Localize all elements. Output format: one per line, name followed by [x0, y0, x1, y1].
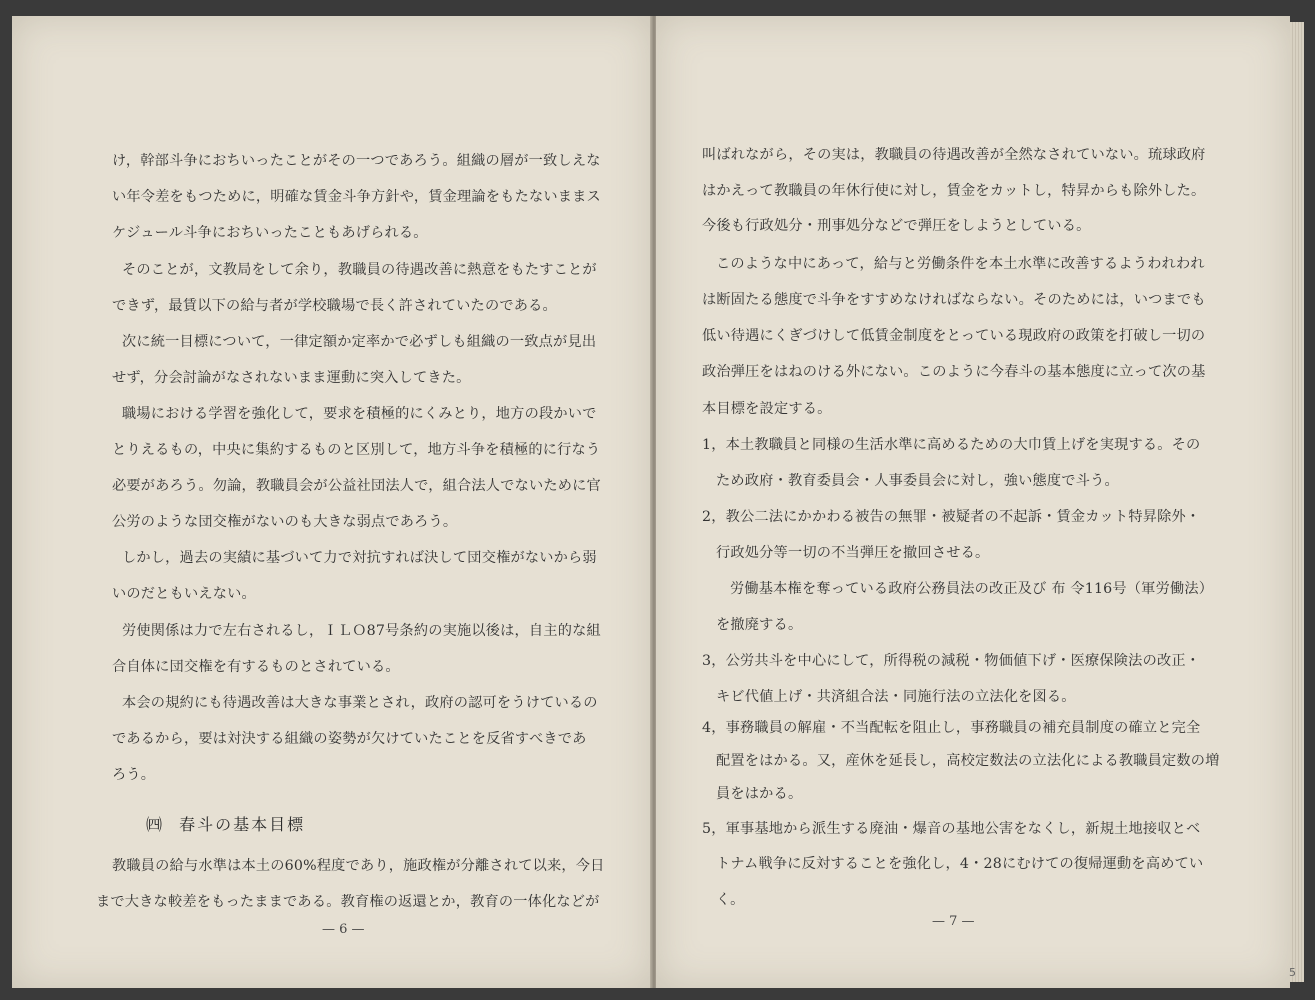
text-line: け，幹部斗争におちいったことがその一つであろう。組織の層が一致しえな	[112, 153, 601, 169]
text-line: 配置をはかる。又，産休を延長し，高校定数法の立法化による教職員定数の増	[716, 753, 1220, 769]
text-line: ケジュール斗争におちいったこともあげられる。	[112, 225, 428, 241]
text-line: 本会の規約にも待遇改善は大きな事業とされ，政府の認可をうけているの	[122, 695, 598, 711]
corner-mark: 5	[1289, 966, 1296, 979]
text-line: 本目標を設定する。	[702, 401, 832, 417]
text-line: 労働基本権を奪っている政府公務員法の改正及び 布 令116号（軍労働法）	[730, 581, 1214, 597]
page-number: — 7 —	[932, 914, 975, 929]
text-line: 労使関係は力で左右されるし，ＩＬＯ87号条約の実施以後は，自主的な組	[122, 623, 601, 639]
section-heading	[146, 812, 305, 835]
text-line: しかし，過去の実績に基づいて力で対抗すれば決して団交権がないから弱	[122, 550, 597, 566]
text-line: とりえるもの，中央に集約するものと区別して，地方斗争を積極的に行なう	[112, 442, 601, 458]
text-line: できず，最賃以下の給与者が学校職場で長く許されていたのである。	[112, 298, 557, 314]
text-line: そのことが，文教局をして余り，教職員の待遇改善に熱意をもたすことが	[122, 262, 597, 278]
list-item-5: 5，軍事基地から派生する廃油・爆音の基地公害をなくし，新規土地接収とベ	[702, 821, 1201, 837]
section-title: 春斗の基本目標	[179, 815, 306, 834]
text-line: トナム戦争に反対することを強化し，4・28にむけての復帰運動を高めてい	[716, 856, 1204, 872]
list-item-4: 4，事務職員の解雇・不当配転を阻止し，事務職員の補充員制度の確立と完全	[702, 720, 1201, 736]
text-line: キビ代値上げ・共済組合法・同施行法の立法化を図る。	[716, 689, 1076, 705]
text-line: い年令差をもつために，明確な賃金斗争方針や，賃金理論をもたないままス	[112, 189, 601, 205]
text-line: このような中にあって，給与と労働条件を本土水準に改善するようわれわれ	[716, 256, 1205, 272]
text-line: ため政府・教育委員会・人事委員会に対し，強い態度で斗う。	[716, 473, 1119, 489]
text-line: を撤廃する。	[716, 617, 803, 633]
text-line: まで大きな較差をもったままである。教育権の返還とか，教育の一体化などが	[96, 894, 600, 910]
text-line: 職場における学習を強化して，要求を積極的にくみとり，地方の段かいで	[122, 406, 597, 422]
text-line: 必要があろう。勿論，教職員会が公益社団法人で，組合法人でないために官	[112, 478, 601, 494]
page-edges	[1290, 22, 1304, 982]
text-line: は断固たる態度で斗争をすすめなければならない。そのためには，いつまでも	[702, 292, 1206, 308]
section-number: ㈣	[146, 815, 165, 834]
text-line: であるから，要は対決する組織の姿勢が欠けていたことを反省すべきであ	[112, 731, 587, 747]
text-line: いのだともいえない。	[112, 586, 256, 602]
text-line: 政治弾圧をはねのける外にない。このように今春斗の基本態度に立って次の基	[702, 364, 1206, 380]
text-line: ろう。	[112, 767, 156, 783]
text-line: 教職員の給与水準は本土の60%程度であり，施政権が分離されて以来，今日	[112, 858, 605, 874]
text-line: く。	[716, 892, 745, 908]
list-item-3: 3，公労共斗を中心にして，所得税の減税・物価値下げ・医療保険法の改正・	[702, 653, 1201, 669]
text-line: 今後も行政処分・刑事処分などで弾圧をしようとしている。	[702, 218, 1091, 234]
text-line: はかえって教職員の年休行使に対し，賃金をカットし，特昇からも除外した。	[702, 183, 1206, 199]
text-line: 員をはかる。	[716, 786, 803, 802]
list-item-1: 1，本土教職員と同様の生活水準に高めるための大巾賃上げを実現する。その	[702, 437, 1201, 453]
text-line: 公労のような団交権がないのも大きな弱点であろう。	[112, 514, 458, 530]
text-line: 合自体に団交権を有するものとされている。	[112, 659, 400, 675]
text-line: 叫ばれながら，その実は，教職員の待遇改善が全然なされていない。琉球政府	[702, 147, 1206, 163]
text-line: 低い待遇にくぎづけして低賃金制度をとっている現政府の政策を打破し一切の	[702, 328, 1206, 344]
text-line: せず，分会討論がなされないまま運動に突入してきた。	[112, 370, 471, 386]
page-number: — 6 —	[322, 922, 365, 937]
list-item-2: 2，教公二法にかかわる被告の無罪・被疑者の不起訴・賃金カット特昇除外・	[702, 509, 1201, 525]
text-line: 次に統一目標について，一律定額か定率かで必ずしも組織の一致点が見出	[122, 334, 597, 350]
text-line: 行政処分等一切の不当弾圧を撤回させる。	[716, 545, 990, 561]
